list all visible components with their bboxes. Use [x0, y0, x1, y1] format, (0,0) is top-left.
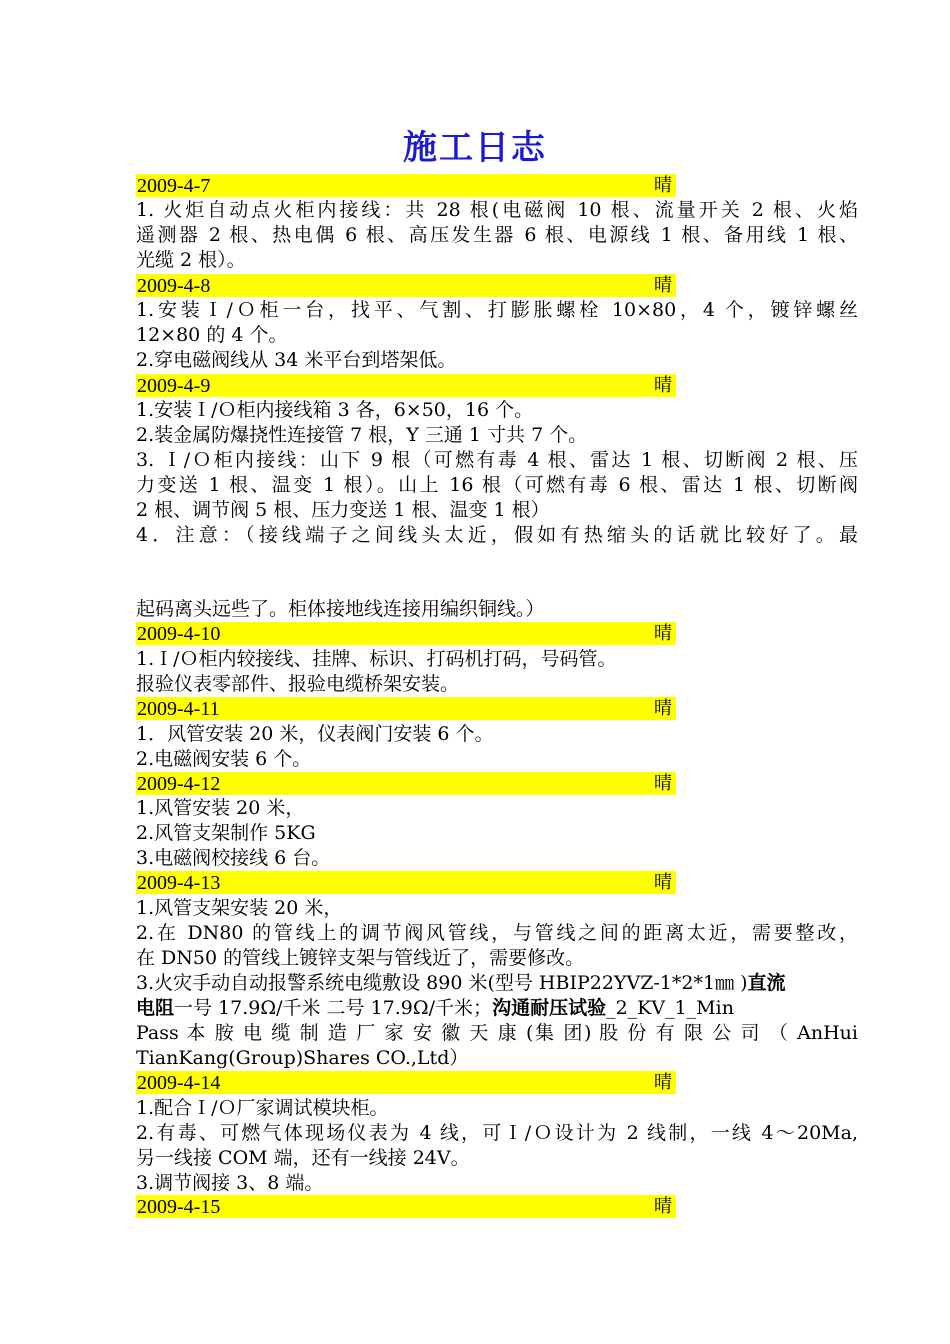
date-bar [136, 1195, 676, 1218]
entry-line: 2.风管支架制作 5KG [136, 822, 316, 844]
date-bar [136, 622, 676, 645]
entry-line: 1.配合Ｉ/Ｏ厂家调试模块柜。 [136, 1097, 389, 1119]
page-title: 施工日志 [403, 128, 547, 168]
entry-line: 1.风管支架安装 20 米， [136, 897, 343, 919]
entry-date: 2009-4-8 [137, 275, 211, 297]
entry-weather: 晴 [654, 175, 672, 196]
entry-weather: 晴 [654, 275, 672, 296]
entry-date: 2009-4-14 [137, 1072, 221, 1094]
date-bar [136, 772, 676, 795]
entry-line: 12×80 的 4 个。 [136, 324, 288, 346]
entry-line: 3. Ｉ/Ｏ柜内接线：山下 9 根（可燃有毒 4 根、雷达 1 根、切断阀 2 根、压 [136, 449, 858, 471]
entry-weather: 晴 [654, 698, 672, 719]
test-values: _2_KV_1_Min [606, 997, 734, 1019]
entry-line: 2.装金属防爆挠性连接管 7 根，Y 三通 1 寸共 7 个。 [136, 424, 588, 446]
entry-line: 4．注意：（接线端子之间线头太近，假如有热缩头的话就比较好了。最 [136, 524, 858, 546]
entry-line: Pass 本 胺 电 缆 制 造 厂 家 安 徽 天 康 (集 团) 股 份 有 限 公 司 （ AnHui [136, 1022, 858, 1044]
entry-weather: 晴 [654, 375, 672, 396]
entry-line: 力变送 1 根、温变 1 根）。山上 16 根（可燃有毒 6 根、雷达 1 根、切断阀 [136, 474, 858, 496]
entry-date: 2009-4-9 [137, 375, 211, 397]
entry-date: 2009-4-12 [137, 773, 221, 795]
resistance-values: 一号 17.9Ω/千米 二号 17.9Ω/千米； [174, 997, 493, 1019]
entry-line: 2.穿电磁阀线从 34 米平台到塔架低。 [136, 349, 457, 371]
entry-line: 报验仪表零部件、报验电缆桥架安装。 [136, 673, 460, 695]
entry-line [136, 996, 734, 1021]
entry-line: 2.在 DN80 的管线上的调节阀风管线，与管线之间的距离太近，需要整改， [136, 922, 858, 944]
entry-weather: 晴 [654, 773, 672, 794]
entry-line: 1.风管安装 20 米， [136, 797, 305, 819]
entry-line: 光缆 2 根）。 [136, 249, 246, 271]
entry-date: 2009-4-7 [137, 175, 211, 197]
date-bar [136, 697, 676, 720]
dc-label: 直流 [747, 972, 786, 994]
entry-date: 2009-4-15 [137, 1196, 221, 1218]
date-bar [136, 274, 676, 297]
entry-weather: 晴 [654, 623, 672, 644]
entry-line: 2 根、调节阀 5 根、压力变送 1 根、温变 1 根） [136, 499, 550, 521]
entry-date: 2009-4-13 [137, 872, 221, 894]
date-bar [136, 374, 676, 397]
entry-line: 3.电磁阀校接线 6 台。 [136, 847, 331, 869]
date-bar [136, 174, 676, 197]
entry-line: 1．风管安装 20 米，仪表阀门安装 6 个。 [136, 723, 494, 745]
resistance-label: 电阻 [136, 997, 175, 1019]
cable-spec-text: 3.火灾手动自动报警系统电缆敷设 890 米(型号 HBIP22YVZ-1*2*1㎜ ) [136, 972, 748, 994]
entry-weather: 晴 [654, 1072, 672, 1093]
entry-line: 遥测器 2 根、热电偶 6 根、高压发生器 6 根、电源线 1 根、备用线 1 根、 [136, 224, 858, 246]
entry-line: 1.安装Ｉ/Ｏ柜一台，找平、气割、打膨胀螺栓 10×80，4 个，镀锌螺丝 [136, 299, 858, 321]
entry-line: 1.安装Ｉ/Ｏ柜内接线箱 3 各，6×50，16 个。 [136, 399, 534, 421]
entry-line: 另一线接 COM 端，还有一线接 24V。 [136, 1147, 470, 1169]
entry-line: 1.Ｉ/Ｏ柜内较接线、挂牌、标识、打码机打码，号码管。 [136, 648, 617, 670]
entry-line: 起码离头远些了。柜体接地线连接用编织铜线。） [136, 598, 545, 620]
date-bar [136, 1071, 676, 1094]
test-label: 沟通耐压试验 [492, 997, 607, 1019]
entry-line: 3.调节阀接 3、8 端。 [136, 1172, 324, 1194]
entry-line: 2.电磁阀安装 6 个。 [136, 748, 312, 770]
entry-line [136, 971, 786, 996]
entry-weather: 晴 [654, 1196, 672, 1217]
entry-line: 在 DN50 的管线上镀锌支架与管线近了，需要修改。 [136, 947, 585, 969]
entry-line: TianKang(Group)Shares CO.,Ltd） [136, 1047, 469, 1069]
entry-weather: 晴 [654, 872, 672, 893]
entry-date: 2009-4-11 [137, 698, 220, 720]
entry-date: 2009-4-10 [137, 623, 221, 645]
entry-line: 2.有毒、可燃气体现场仪表为 4 线，可Ｉ/Ｏ设计为 2 线制，一线 4～20Ma, [136, 1122, 858, 1144]
date-bar [136, 871, 676, 894]
entry-line: 1. 火炬自动点火柜内接线：共 28 根(电磁阀 10 根、流量开关 2 根、火焰 [136, 199, 858, 221]
